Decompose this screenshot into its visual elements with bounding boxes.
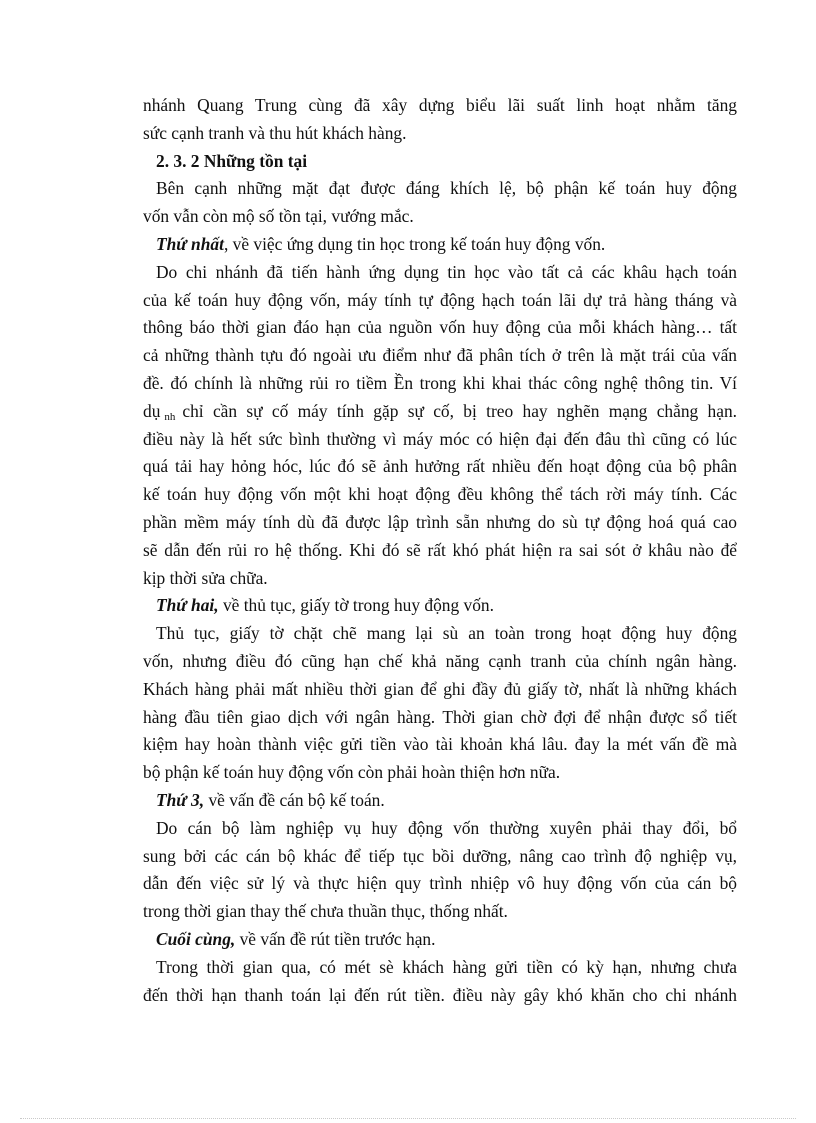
section-heading: 2. 3. 2 Những tồn tại: [156, 150, 308, 171]
point-lead: Thứ nhất: [156, 233, 224, 254]
text-line: thông báo thời gian đáo hạn của nguồn vốn huy động của mỗi khách hàng… tất: [143, 317, 737, 338]
text-line: Bên cạnh những mặt đạt được đáng khích lệ, bộ phận kế toán huy động: [156, 178, 737, 199]
point-title: về vấn đề cán bộ kế toán.: [204, 789, 385, 810]
text-line: vốn, nhưng điều đó cũng hạn chế khả năng cạnh tranh của chính ngân hàng.: [143, 650, 737, 671]
text-line: phần mềm máy tính dù đã được lập trình sẵn nhưng do sù tự động hoá quá cao: [143, 511, 737, 532]
point-title: về thủ tục, giấy tờ trong huy động vốn.: [218, 595, 494, 616]
point-lead: Thứ 3,: [156, 789, 205, 810]
text-line: kịp thời sửa chữa.: [143, 567, 268, 588]
text-line: đề. đó chính là những rủi ro tiềm Ền trong khi khai thác công nghệ thông tin. Ví: [143, 372, 737, 393]
text-line: dẫn đến việc sử lý và thực hiện quy trình nhiệp vô huy động vốn của cán bộ: [143, 873, 737, 894]
document-body: [143, 92, 737, 1009]
page-bottom-border: [20, 1118, 796, 1119]
text-line: cả những thành tựu đó ngoài ưu điểm như đã phân tích ở trên là mặt trái của vấn: [143, 345, 737, 366]
text-line: điều này là hết sức bình thường vì máy móc có hiện đại đến đâu thì cũng có lúc: [143, 428, 737, 449]
point-title: về vấn đề rút tiền trước hạn.: [235, 928, 436, 949]
text-line: Trong thời gian qua, có mét sè khách hàng gửi tiền có kỳ hạn, nhưng chưa: [156, 956, 737, 977]
text-line: vốn vẫn còn mộ số tồn tại, vướng mắc.: [143, 206, 414, 227]
text-line: sung bởi các cán bộ khác để tiếp tục bồi dưỡng, nâng cao trình độ nghiệp vụ,: [143, 845, 737, 866]
text-line: quá tải hay hỏng hóc, lúc đó sẽ ảnh hưởng rất nhiều đến hoạt động của bộ phân: [143, 456, 737, 477]
point-heading-2: [143, 592, 737, 620]
point-lead: Cuối cùng,: [156, 928, 236, 949]
text-line: Khách hàng phải mất nhiều thời gian để ghi đầy đủ giấy tờ, nhất là những khách: [143, 678, 737, 699]
point-heading-1: [143, 231, 737, 259]
text-line: sức cạnh tranh và thu hút khách hàng.: [143, 122, 407, 143]
text-line: Thủ tục, giấy tờ chặt chẽ mang lại sù an toàn trong hoạt động huy động: [156, 623, 737, 644]
text-line: Do cán bộ làm nghiệp vụ huy động vốn thường xuyên phải thay đổi, bổ: [156, 817, 737, 838]
text-line: Do chi nhánh đã tiến hành ứng dụng tin học vào tất cả các khâu hạch toán: [156, 261, 737, 282]
text-line: kiệm hay hoàn thành việc gửi tiền vào tài khoản khá lâu. đay la mét vấn đề mà: [143, 734, 737, 755]
text-line: bộ phận kế toán huy động vốn còn phải hoàn thiện hơn nữa.: [143, 762, 561, 783]
text-line: đến thời hạn thanh toán lại đến rút tiền. điều này gây khó khăn cho chi nhánh: [143, 984, 737, 1005]
text-line: trong thời gian thay thế chưa thuần thục, thống nhất.: [143, 901, 508, 922]
point-lead: Thứ hai,: [156, 595, 219, 616]
text-line: nhánh Quang Trung cùng đã xây dựng biểu lãi suất linh hoạt nhằm tăng: [143, 95, 737, 115]
point-title: , về việc ứng dụng tin học trong kế toán huy động vốn.: [223, 233, 606, 254]
point-heading-3: [143, 787, 737, 815]
text-line: của kế toán huy động vốn, máy tính tự động hạch toán lãi dự trả hàng tháng và: [143, 289, 737, 310]
text-line-with-note: [143, 398, 737, 426]
text-fragment: chỉ cần sự cố máy tính gặp sự cố, bị treo hay nghẽn mạng chẳng hạn.: [182, 400, 737, 421]
text-line: sẽ dẫn đến rủi ro hệ thống. Khi đó sẽ rất khó phát hiện ra sai sót ở khâu nào để: [143, 539, 737, 560]
text-fragment: dụ: [143, 400, 161, 421]
point-heading-4: [143, 926, 737, 954]
text-line: kế toán huy động vốn một khi hoạt động đều không thể tách rời máy tính. Các: [143, 484, 737, 505]
stray-fragment: nh: [164, 410, 176, 423]
text-line: hàng đầu tiên giao dịch với ngân hàng. Thời gian chờ đợi để nhận được sổ tiết: [143, 706, 737, 727]
